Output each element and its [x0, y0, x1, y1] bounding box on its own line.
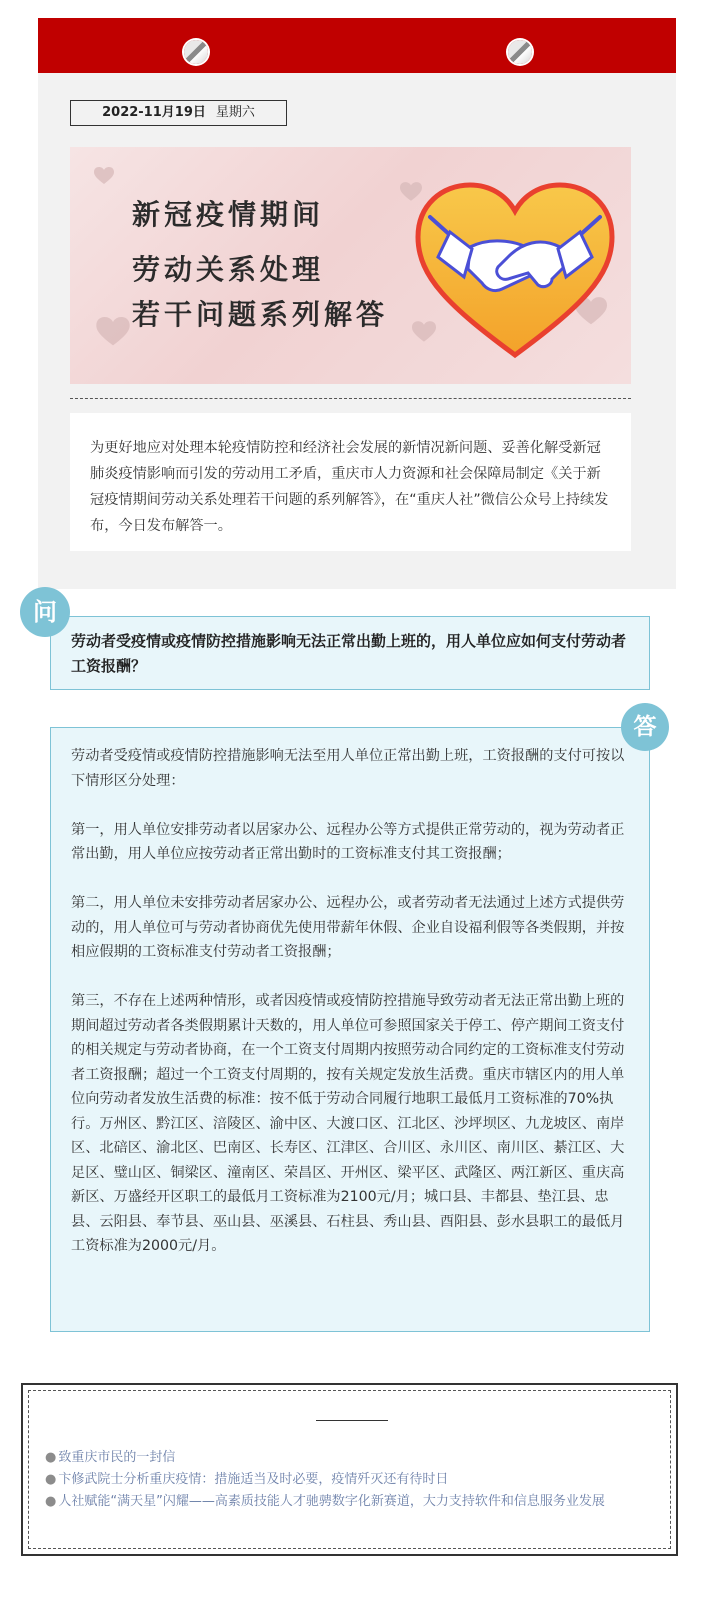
calendar-header-bar — [38, 18, 676, 73]
date-label — [70, 100, 287, 126]
answer-paragraph: 劳动者受疫情或疫情防控措施影响无法至用人单位正常出勤上班，工资报酬的支付可按以下情形区分处理： — [71, 748, 625, 789]
banner-title-line-1: 新冠疫情期间 — [132, 198, 325, 231]
small-heart-icon — [94, 167, 114, 185]
answer-box — [50, 727, 650, 1332]
heart-handshake-icon — [410, 177, 620, 367]
binder-ring-icon — [508, 40, 532, 64]
related-link-label: 致重庆市民的一封信 — [58, 1450, 176, 1465]
calendar-card — [38, 18, 676, 589]
related-links-box — [21, 1383, 678, 1556]
bullet-icon: ● — [45, 1450, 57, 1465]
answer-badge-icon: 答 — [621, 703, 669, 751]
bullet-icon: ● — [45, 1472, 57, 1487]
question-box — [50, 616, 650, 690]
related-link-label: 卞修武院士分析重庆疫情：措施适当及时必要，疫情歼灭还有待时日 — [58, 1472, 449, 1487]
date-text: 2022-11月19日 — [102, 105, 206, 120]
related-link-2[interactable] — [45, 1469, 665, 1491]
intro-paragraph: 为更好地应对处理本轮疫情防控和经济社会发展的新情况新问题、妥善化解受新冠肺炎疫情影响而引发的劳动用工矛盾，重庆市人力资源和社会保障局制定《关于新冠疫情期间劳动关系处理若干问题的系列解答》，在“重庆人社”微信公众号上持续发布，今日发布解答一。 — [70, 413, 631, 551]
answer-paragraph: 第三，不存在上述两种情形，或者因疫情或疫情防控措施导致劳动者无法正常出勤上班的期间超过劳动者各类假期累计天数的，用人单位可参照国家关于停工、停产期间工资支付的相关规定与劳动者协商，在一个工资支付周期内按照劳动合同约定的工资标准支付劳动者工资报酬；超过一个工资支付周期的，按有关规定发放生活费。重庆市辖区内的用人单位向劳动者发放生活费的标准：按不低于劳动合同履行地职工最低月工资标准的70%执行。万州区、黔江区、涪陵区、渝中区、大渡口区、江北区、沙坪坝区、九龙坡区、南岸区、北碚区、渝北区、巴南区、长寿区、江津区、合川区、永川区、南川区、綦江区、大足区、璧山区、铜梁区、潼南区、荣昌区、开州区、梁平区、武隆区、两江新区、重庆高新区、万盛经开区职工的最低月工资标准为2100元/月；城口县、丰都县、垫江县、忠县、云阳县、奉节县、巫山县、巫溪县、石柱县、秀山县、酉阳县、彭水县职工的最低月工资标准为2000元/月。 — [71, 993, 625, 1254]
binder-ring-icon — [184, 40, 208, 64]
related-links-list — [45, 1447, 665, 1513]
divider — [316, 1420, 388, 1421]
weekday-text: 星期六 — [215, 105, 255, 120]
related-link-label: 人社赋能“满天星”闪耀——高素质技能人才驰骋数字化新赛道，大力支持软件和信息服务业发展 — [58, 1494, 605, 1509]
bullet-icon: ● — [45, 1494, 57, 1509]
question-text: 劳动者受疫情或疫情防控措施影响无法正常出勤上班的，用人单位应如何支付劳动者工资报酬？ — [71, 632, 627, 675]
answer-paragraph: 第二，用人单位未安排劳动者居家办公、远程办公，或者劳动者无法通过上述方式提供劳动的，用人单位可与劳动者协商优先使用带薪年休假、企业自设福利假等各类假期，并按相应假期的工资标准支付劳动者工资报酬； — [71, 895, 625, 960]
divider — [70, 398, 631, 399]
question-badge-icon: 问 — [20, 587, 70, 637]
banner-title-line-3: 若干问题系列解答 — [132, 298, 389, 331]
answer-paragraph: 第一，用人单位安排劳动者以居家办公、远程办公等方式提供正常劳动的，视为劳动者正常出勤，用人单位应按劳动者正常出勤时的工资标准支付其工资报酬； — [71, 821, 625, 862]
related-link-3[interactable] — [45, 1491, 665, 1513]
small-heart-icon — [96, 317, 130, 347]
banner-title-line-2: 劳动关系处理 — [132, 253, 325, 286]
related-links-inner-border — [28, 1390, 671, 1549]
related-link-1[interactable] — [45, 1447, 665, 1469]
banner-image — [70, 147, 631, 384]
